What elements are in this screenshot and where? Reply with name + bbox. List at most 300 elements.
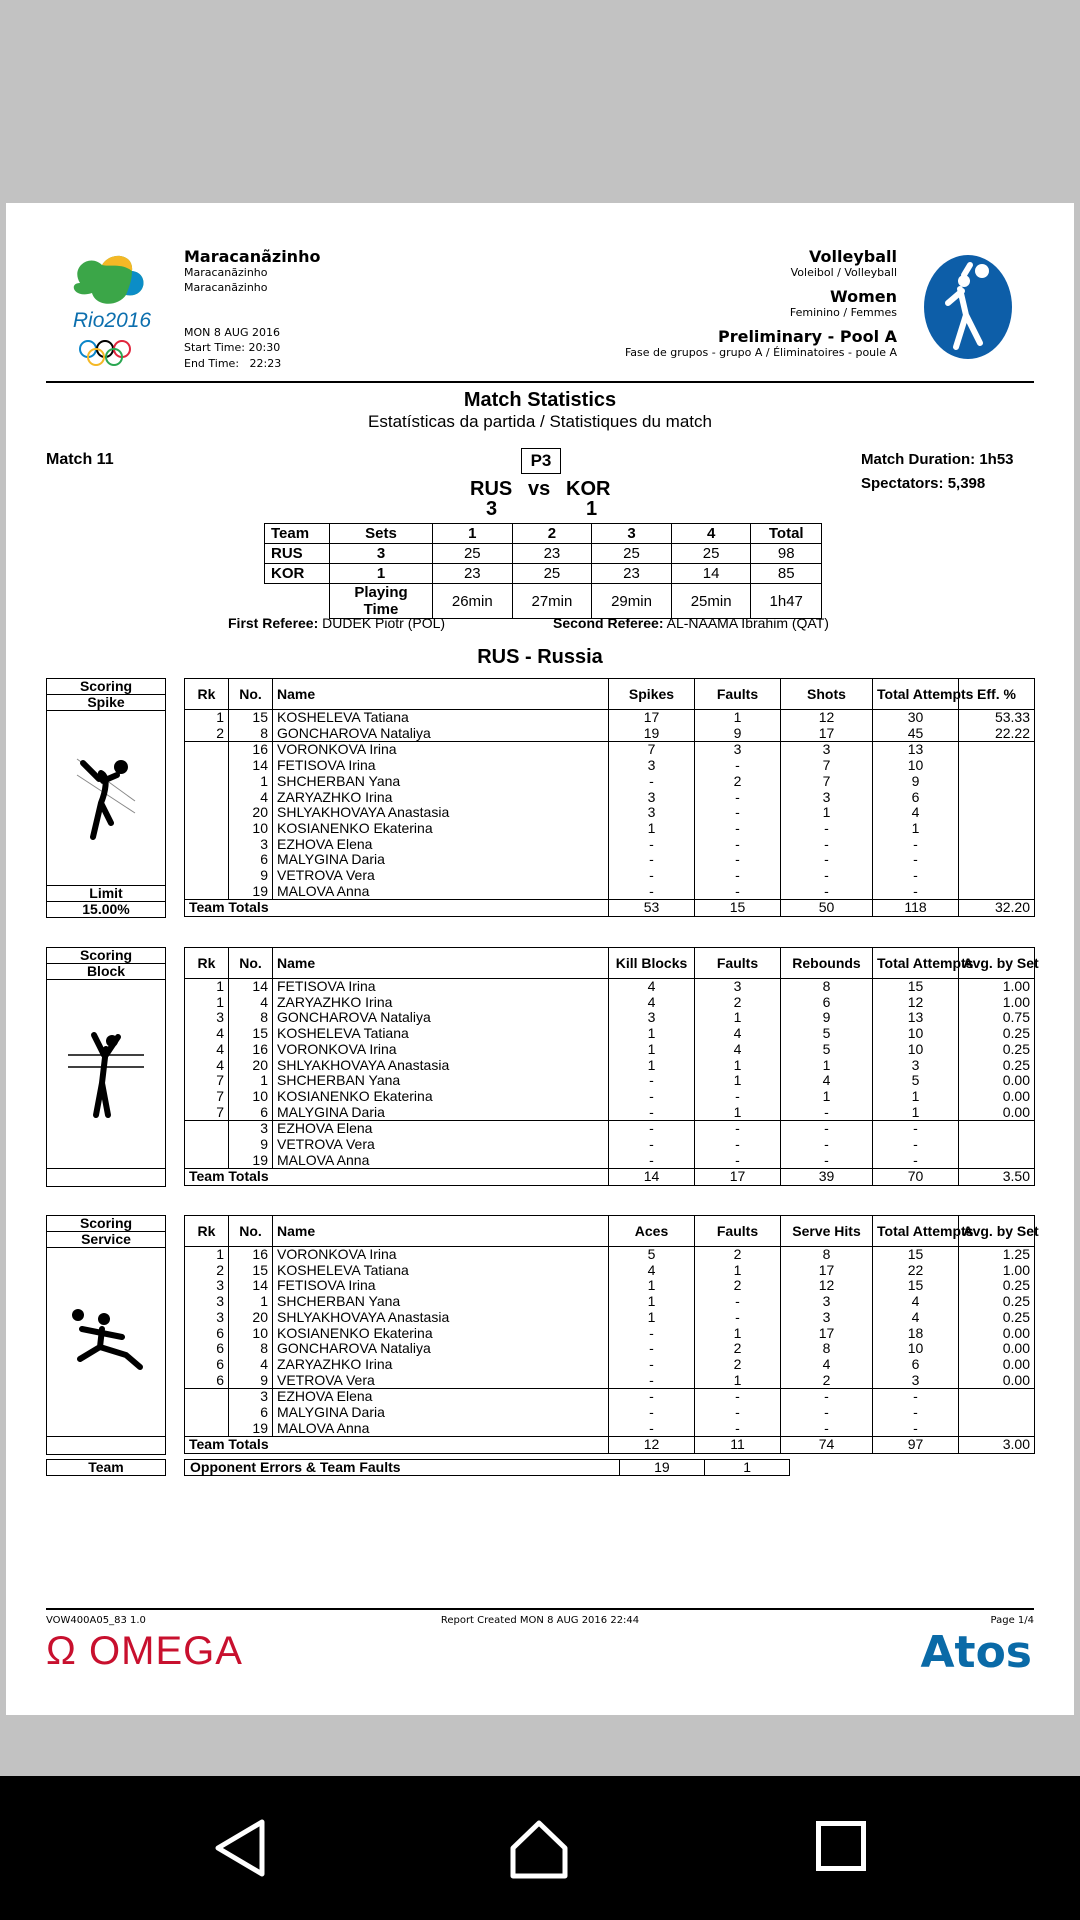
table-cell: - — [609, 1105, 695, 1121]
table-cell: 3 — [185, 1010, 229, 1026]
column-header: Rk — [185, 1216, 229, 1247]
column-header: Name — [273, 948, 609, 979]
table-cell: 0.25 — [959, 1026, 1035, 1042]
table-cell: 20 — [229, 1058, 273, 1074]
service-label-2: Service — [47, 1232, 165, 1248]
table-cell: 0.25 — [959, 1278, 1035, 1294]
table-cell: 10 — [873, 1341, 959, 1357]
table-row — [185, 1073, 1035, 1089]
playing-time-row — [265, 584, 822, 619]
first-referee-label: First Referee: — [228, 615, 319, 631]
table-row — [185, 1341, 1035, 1357]
sport-subtitle: Voleibol / Volleyball — [790, 266, 897, 279]
table-row — [185, 1247, 1035, 1263]
table-cell: - — [609, 852, 695, 868]
table-cell: SHLYAKHOVAYA Anastasia — [273, 1310, 609, 1326]
team-totals-row — [185, 1437, 1035, 1454]
table-cell: 1 — [185, 1247, 229, 1263]
table-row — [185, 1326, 1035, 1342]
table-cell: 6 — [873, 790, 959, 806]
venue-sub-2: Maracanãzinho — [184, 281, 268, 294]
table-cell: - — [695, 837, 781, 853]
table-row — [185, 1121, 1035, 1137]
table-cell: 18 — [873, 1326, 959, 1342]
phase-title: Preliminary - Pool A — [717, 327, 897, 346]
table-cell: KOSIANENKO Ekaterina — [273, 1326, 609, 1342]
table-cell: 1 — [695, 1105, 781, 1121]
table-cell: 5 — [781, 1042, 873, 1058]
column-header: Faults — [695, 948, 781, 979]
table-cell: 16 — [229, 742, 273, 758]
table-cell: - — [695, 1089, 781, 1105]
table-cell: 1 — [609, 821, 695, 837]
team-away-score: 1 — [586, 498, 598, 520]
score-cell: 23 — [512, 544, 592, 564]
table-cell: 1.00 — [959, 1263, 1035, 1279]
column-header: Kill Blocks — [609, 948, 695, 979]
table-cell: FETISOVA Irina — [273, 979, 609, 995]
score-team: RUS — [265, 544, 330, 564]
table-cell: 30 — [873, 710, 959, 726]
table-row — [185, 1105, 1035, 1121]
table-cell — [185, 1389, 229, 1405]
column-header: Total Attempts — [873, 1216, 959, 1247]
page-number: Page 1/4 — [990, 1615, 1034, 1626]
recents-icon[interactable] — [816, 1821, 866, 1871]
column-header: Total Attempts — [873, 679, 959, 710]
table-row — [185, 1389, 1035, 1405]
table-cell: 4 — [185, 1058, 229, 1074]
table-cell — [959, 1137, 1035, 1153]
table-cell: 2 — [695, 1357, 781, 1373]
table-cell: 1 — [873, 1089, 959, 1105]
table-row — [185, 868, 1035, 884]
table-cell: 3 — [609, 790, 695, 806]
table-cell — [185, 1421, 229, 1437]
table-row — [185, 774, 1035, 790]
table-row — [185, 821, 1035, 837]
table-cell: 0.00 — [959, 1373, 1035, 1389]
table-cell: 10 — [229, 821, 273, 837]
table-cell: MALYGINA Daria — [273, 1105, 609, 1121]
team-total-value: 53 — [609, 900, 695, 917]
table-cell: 9 — [695, 726, 781, 742]
gender-title: Women — [830, 287, 897, 306]
limit-label: Limit — [47, 885, 165, 902]
table-cell: 20 — [229, 805, 273, 821]
table-row — [185, 1137, 1035, 1153]
table-cell: 15 — [873, 1278, 959, 1294]
match-date: MON 8 AUG 2016 — [184, 326, 280, 339]
table-cell: 19 — [609, 726, 695, 742]
logo-text: Rio2016 — [72, 309, 152, 332]
table-cell: ZARYAZHKO Irina — [273, 1357, 609, 1373]
table-cell: - — [695, 758, 781, 774]
table-cell: 0.00 — [959, 1073, 1035, 1089]
team-total-value: 12 — [609, 1437, 695, 1454]
table-cell: SHCHERBAN Yana — [273, 774, 609, 790]
table-cell: 3 — [229, 1121, 273, 1137]
table-cell — [959, 884, 1035, 900]
table-cell: 1 — [873, 821, 959, 837]
table-cell: 2 — [185, 1263, 229, 1279]
table-cell: 10 — [873, 1026, 959, 1042]
second-referee-name: AL-NAAMA Ibrahim (QAT) — [666, 615, 829, 631]
table-cell: 9 — [229, 1137, 273, 1153]
table-cell: 7 — [185, 1073, 229, 1089]
table-cell — [185, 884, 229, 900]
table-cell: 2 — [781, 1373, 873, 1389]
table-cell: 13 — [873, 1010, 959, 1026]
table-cell — [959, 805, 1035, 821]
spike-label-1: Scoring — [47, 679, 165, 695]
table-cell — [185, 852, 229, 868]
playing-time: 27min — [512, 584, 592, 619]
table-cell: - — [781, 1121, 873, 1137]
table-cell — [959, 837, 1035, 853]
team-total-value: 39 — [781, 1169, 873, 1186]
table-cell: 4 — [229, 1357, 273, 1373]
table-cell: - — [695, 1137, 781, 1153]
block-label-1: Scoring — [47, 948, 165, 964]
table-cell: 7 — [781, 758, 873, 774]
table-header-row — [185, 948, 1035, 979]
table-cell: 1 — [781, 1089, 873, 1105]
table-cell: - — [873, 884, 959, 900]
opponent-errors-value: 19 — [620, 1460, 706, 1475]
table-cell: 19 — [229, 1421, 273, 1437]
spike-section-box — [46, 678, 166, 918]
team-totals-label: Team Totals — [185, 1169, 609, 1186]
table-cell: 7 — [185, 1105, 229, 1121]
table-cell: 16 — [229, 1042, 273, 1058]
venue-sub-1: Maracanãzinho — [184, 266, 268, 279]
team-total-value: 15 — [695, 900, 781, 917]
column-header: No. — [229, 679, 273, 710]
document-page — [6, 203, 1074, 1715]
table-cell — [185, 868, 229, 884]
block-section-box — [46, 947, 166, 1187]
table-cell: 6 — [229, 852, 273, 868]
table-cell: 1 — [229, 1073, 273, 1089]
service-table — [184, 1215, 1039, 1454]
team-total-value: 74 — [781, 1437, 873, 1454]
set-score-table — [264, 523, 822, 619]
table-cell: 1.25 — [959, 1247, 1035, 1263]
table-row — [185, 1153, 1035, 1169]
table-cell: SHCHERBAN Yana — [273, 1294, 609, 1310]
table-cell: 1 — [781, 805, 873, 821]
table-row — [185, 1042, 1035, 1058]
team-away-code: KOR — [566, 478, 611, 500]
team-total-value: 3.00 — [959, 1437, 1035, 1454]
table-row — [185, 1058, 1035, 1074]
score-header-row — [265, 524, 822, 544]
table-cell: 0.25 — [959, 1310, 1035, 1326]
table-cell: 3 — [695, 979, 781, 995]
column-header: Shots — [781, 679, 873, 710]
table-cell: 1 — [609, 1294, 695, 1310]
score-header: Total — [751, 524, 822, 544]
table-cell: 1 — [873, 1105, 959, 1121]
back-icon[interactable] — [212, 1818, 272, 1878]
document-code: VOW400A05_83 1.0 — [46, 1615, 146, 1626]
table-cell: 4 — [781, 1073, 873, 1089]
team-total-value: 11 — [695, 1437, 781, 1454]
table-cell: - — [609, 1373, 695, 1389]
table-cell: 0.00 — [959, 1105, 1035, 1121]
vs-label: vs — [528, 478, 551, 500]
match-code: P3 — [521, 448, 561, 474]
table-cell: VETROVA Vera — [273, 868, 609, 884]
playing-time: 26min — [433, 584, 513, 619]
table-cell: - — [873, 1421, 959, 1437]
blank-cell — [265, 584, 330, 619]
table-cell: 19 — [229, 884, 273, 900]
table-cell: - — [695, 1405, 781, 1421]
table-cell: 3 — [229, 837, 273, 853]
spike-table — [184, 678, 1035, 917]
score-row-away — [265, 564, 822, 584]
table-cell: SHLYAKHOVAYA Anastasia — [273, 805, 609, 821]
column-header: Faults — [695, 1216, 781, 1247]
team-label: Team — [46, 1459, 166, 1476]
table-cell: 10 — [873, 1042, 959, 1058]
table-cell: 0.75 — [959, 1010, 1035, 1026]
table-cell: 8 — [781, 1341, 873, 1357]
table-cell: 3 — [609, 1010, 695, 1026]
table-cell: 1 — [185, 995, 229, 1011]
table-cell: 3 — [873, 1373, 959, 1389]
table-cell: 6 — [185, 1357, 229, 1373]
table-cell: 9 — [229, 868, 273, 884]
table-row — [185, 1278, 1035, 1294]
table-row — [185, 1357, 1035, 1373]
table-cell: - — [781, 852, 873, 868]
table-cell: 17 — [781, 726, 873, 742]
table-cell: - — [695, 1121, 781, 1137]
score-cell: 25 — [512, 564, 592, 584]
table-cell — [959, 1405, 1035, 1421]
column-header: Avg. by Set — [959, 948, 1035, 979]
rio2016-logo — [60, 245, 164, 371]
score-header: 1 — [433, 524, 513, 544]
spike-pictogram-icon — [47, 711, 165, 885]
team-totals-row — [185, 1169, 1035, 1186]
table-row — [185, 995, 1035, 1011]
table-cell: - — [695, 790, 781, 806]
team-total-value: 14 — [609, 1169, 695, 1186]
table-cell: 2 — [695, 774, 781, 790]
spike-label-2: Spike — [47, 695, 165, 711]
page-title: Match Statistics — [463, 389, 617, 411]
table-row — [185, 884, 1035, 900]
team-home-score: 3 — [486, 498, 498, 520]
table-cell: - — [781, 1389, 873, 1405]
table-cell: 12 — [781, 1278, 873, 1294]
table-cell: EZHOVA Elena — [273, 837, 609, 853]
table-cell: - — [781, 1153, 873, 1169]
table-cell: VORONKOVA Irina — [273, 742, 609, 758]
table-cell: VORONKOVA Irina — [273, 1042, 609, 1058]
table-cell: VORONKOVA Irina — [273, 1247, 609, 1263]
table-cell: - — [695, 884, 781, 900]
table-row — [185, 1405, 1035, 1421]
table-cell: 8 — [781, 1247, 873, 1263]
table-cell: 19 — [229, 1153, 273, 1169]
table-cell: 1 — [609, 1058, 695, 1074]
table-cell: 14 — [229, 758, 273, 774]
table-cell: 6 — [185, 1373, 229, 1389]
playing-time: 29min — [592, 584, 672, 619]
service-pictogram-icon — [47, 1248, 165, 1437]
table-cell: - — [873, 1121, 959, 1137]
match-duration: Match Duration: 1h53 — [861, 451, 1014, 468]
table-cell: 1.00 — [959, 995, 1035, 1011]
table-cell: 17 — [781, 1263, 873, 1279]
table-cell: 10 — [229, 1326, 273, 1342]
team-total-value: 17 — [695, 1169, 781, 1186]
table-cell — [959, 790, 1035, 806]
table-cell: 16 — [229, 1247, 273, 1263]
table-cell: 17 — [781, 1326, 873, 1342]
table-row — [185, 1026, 1035, 1042]
score-cell: 25 — [671, 544, 751, 564]
table-row — [185, 1294, 1035, 1310]
table-cell: 7 — [609, 742, 695, 758]
table-cell — [959, 868, 1035, 884]
table-cell: - — [609, 884, 695, 900]
table-cell: - — [609, 1137, 695, 1153]
table-cell: 4 — [873, 1294, 959, 1310]
table-cell — [185, 837, 229, 853]
table-row — [185, 1373, 1035, 1389]
table-cell — [959, 1389, 1035, 1405]
table-cell: 1 — [229, 1294, 273, 1310]
table-cell: MALOVA Anna — [273, 1153, 609, 1169]
table-cell: 1 — [185, 979, 229, 995]
table-cell: 1 — [695, 1263, 781, 1279]
table-cell: 15 — [229, 710, 273, 726]
table-cell: 1 — [609, 1042, 695, 1058]
column-header: Eff. % — [959, 679, 1035, 710]
table-cell: MALYGINA Daria — [273, 852, 609, 868]
table-cell: - — [609, 1421, 695, 1437]
table-cell: - — [695, 852, 781, 868]
table-cell: 8 — [229, 1010, 273, 1026]
table-cell: - — [873, 1389, 959, 1405]
score-team: KOR — [265, 564, 330, 584]
second-referee-label: Second Referee: — [553, 615, 664, 631]
table-cell: SHCHERBAN Yana — [273, 1073, 609, 1089]
table-cell: 2 — [695, 995, 781, 1011]
table-cell — [959, 852, 1035, 868]
table-cell: 4 — [609, 995, 695, 1011]
table-cell — [959, 758, 1035, 774]
column-header: Rk — [185, 948, 229, 979]
table-cell: - — [873, 1137, 959, 1153]
table-cell: 53.33 — [959, 710, 1035, 726]
table-cell: - — [609, 1121, 695, 1137]
table-cell: 3 — [781, 1310, 873, 1326]
table-cell: 45 — [873, 726, 959, 742]
table-cell: - — [781, 1137, 873, 1153]
table-header-row — [185, 1216, 1035, 1247]
table-cell: 8 — [229, 726, 273, 742]
score-row-home — [265, 544, 822, 564]
table-row — [185, 979, 1035, 995]
table-cell — [959, 1421, 1035, 1437]
table-cell: SHLYAKHOVAYA Anastasia — [273, 1058, 609, 1074]
score-cell: 25 — [592, 544, 672, 564]
table-cell: 3 — [781, 742, 873, 758]
table-cell: 8 — [781, 979, 873, 995]
table-cell: 13 — [873, 742, 959, 758]
column-header: Faults — [695, 679, 781, 710]
service-section-box — [46, 1215, 166, 1455]
gender-subtitle: Feminino / Femmes — [789, 306, 897, 319]
home-icon[interactable] — [508, 1818, 570, 1880]
table-row — [185, 837, 1035, 853]
playing-time: 1h47 — [751, 584, 822, 619]
table-cell: 20 — [229, 1310, 273, 1326]
table-cell: 5 — [873, 1073, 959, 1089]
table-cell: 1 — [695, 710, 781, 726]
table-cell: - — [609, 1326, 695, 1342]
score-total: 85 — [751, 564, 822, 584]
team-totals-row — [185, 900, 1035, 917]
table-cell: GONCHAROVA Nataliya — [273, 1010, 609, 1026]
table-cell: ZARYAZHKO Irina — [273, 790, 609, 806]
table-cell: 1 — [609, 1026, 695, 1042]
table-cell: - — [695, 868, 781, 884]
table-cell — [185, 1121, 229, 1137]
table-cell: 4 — [609, 1263, 695, 1279]
table-cell: 3 — [873, 1058, 959, 1074]
team-heading: RUS - Russia — [477, 646, 603, 668]
table-cell: 10 — [229, 1089, 273, 1105]
table-cell: 15 — [229, 1026, 273, 1042]
table-cell: KOSHELEVA Tatiana — [273, 1263, 609, 1279]
venue-name: Maracanãzinho — [184, 247, 321, 266]
score-sets: 3 — [330, 544, 433, 564]
table-cell: 6 — [781, 995, 873, 1011]
table-cell: EZHOVA Elena — [273, 1389, 609, 1405]
team-total-value: 70 — [873, 1169, 959, 1186]
column-header: Rk — [185, 679, 229, 710]
table-cell: 4 — [695, 1026, 781, 1042]
table-cell: 0.00 — [959, 1357, 1035, 1373]
table-cell: 5 — [609, 1247, 695, 1263]
column-header: Rebounds — [781, 948, 873, 979]
service-label-1: Scoring — [47, 1216, 165, 1232]
first-referee — [228, 615, 445, 631]
column-header: No. — [229, 1216, 273, 1247]
table-cell: - — [695, 1310, 781, 1326]
table-cell: - — [609, 1405, 695, 1421]
table-cell: 2 — [695, 1278, 781, 1294]
limit-value: 15.00% — [82, 901, 130, 917]
table-cell: 4 — [185, 1042, 229, 1058]
table-cell: 3 — [781, 790, 873, 806]
table-cell: 5 — [781, 1026, 873, 1042]
team-home-code: RUS — [470, 478, 513, 500]
table-cell: 0.25 — [959, 1058, 1035, 1074]
table-cell: 7 — [781, 774, 873, 790]
start-time: Start Time: 20:30 — [184, 341, 281, 354]
table-cell: - — [609, 1357, 695, 1373]
table-cell: 14 — [229, 979, 273, 995]
